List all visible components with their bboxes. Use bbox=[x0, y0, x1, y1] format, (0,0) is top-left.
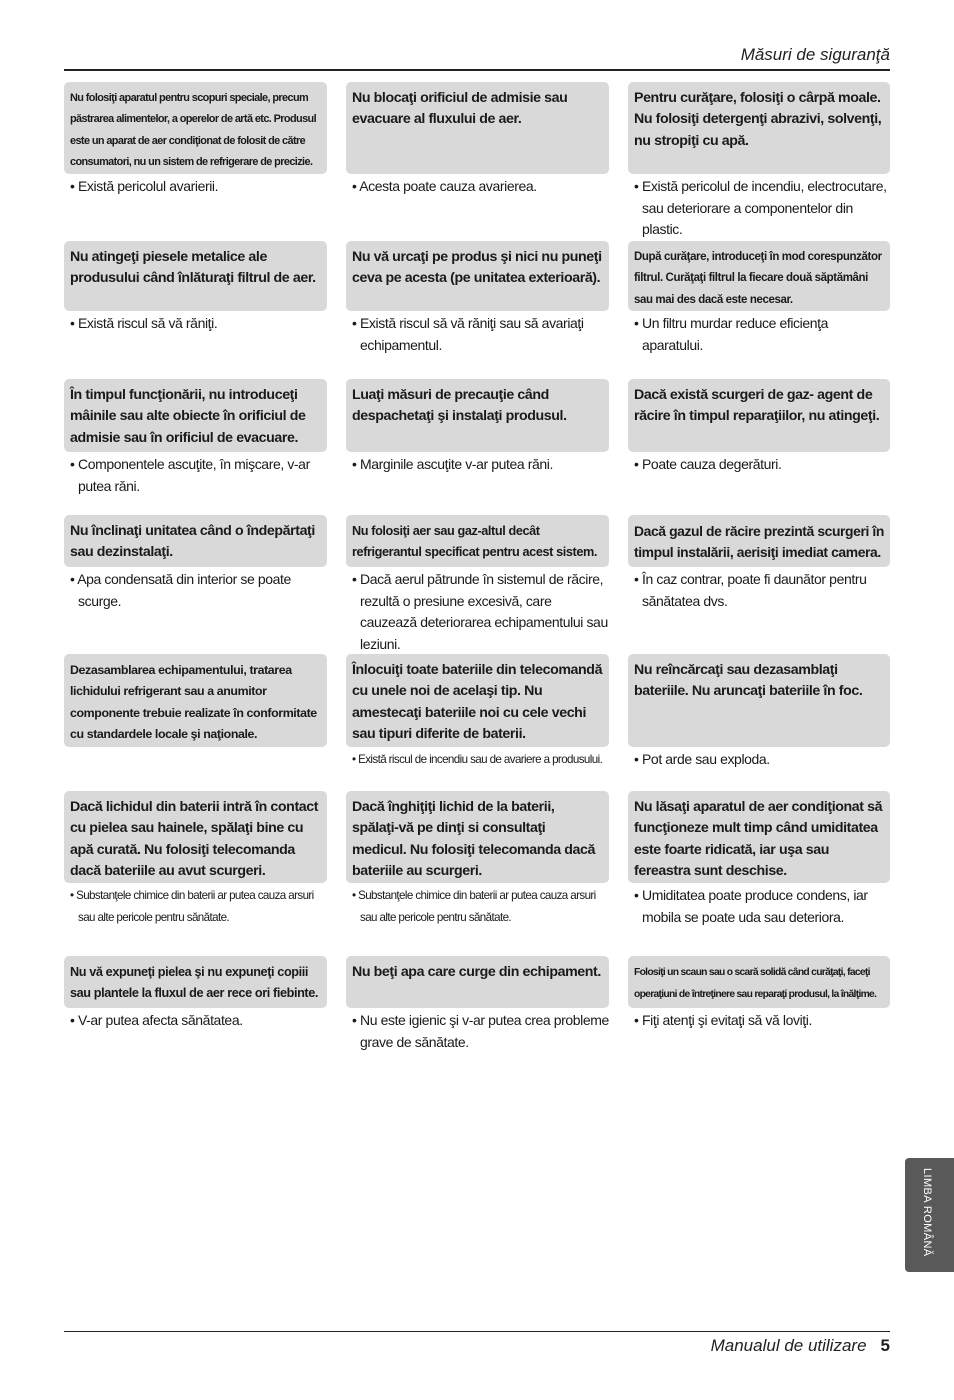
warning-box: Dacă există scurgeri de gaz- agent de răcire în timpul reparaţiilor, nu atingeţi. bbox=[628, 379, 890, 452]
safety-item bbox=[346, 241, 609, 379]
warning-note: • V-ar putea afecta sănătatea. bbox=[70, 1012, 243, 1028]
warning-box: Nu atingeţi piesele metalice ale produsului când înlăturaţi filtrul de aer. bbox=[64, 241, 327, 311]
warning-note: • Umiditatea poate produce condens, iar mobila se poate uda sau deteriora. bbox=[634, 887, 868, 925]
safety-item bbox=[64, 956, 327, 1076]
safety-item bbox=[628, 956, 890, 1076]
warning-note: • Există pericolul avarierii. bbox=[70, 178, 219, 194]
safety-item bbox=[64, 82, 327, 241]
safety-item bbox=[64, 515, 327, 654]
language-tab-label: LIMBA ROMÂNĂ bbox=[921, 1168, 933, 1257]
safety-item bbox=[628, 791, 890, 956]
warning-box: Pentru curăţare, folosiţi o cârpă moale. Nu folosiţi detergenţi abrazivi, solvenţi, nu stropiţi cu apă. bbox=[628, 82, 890, 174]
safety-item bbox=[346, 791, 609, 956]
safety-item bbox=[628, 654, 890, 791]
safety-item bbox=[346, 379, 609, 515]
warning-note: • În caz contrar, poate fi daunător pentru sănătatea dvs. bbox=[634, 571, 867, 609]
warning-box: Dacă gazul de răcire prezintă scurgeri în timpul instalării, aerisiţi imediat camera. bbox=[628, 515, 890, 567]
page-number: 5 bbox=[880, 1336, 890, 1355]
warning-box: Dezasamblarea echipamentului, tratarea lichidului refrigerant sau a anumitor componente trebuie realizate în conformitate cu standardele locale şi naţionale. bbox=[64, 654, 327, 747]
safety-item bbox=[628, 241, 890, 379]
safety-item bbox=[346, 515, 609, 654]
warning-note: • Fiţi atenţi şi evitaţi să vă loviţi. bbox=[634, 1012, 812, 1028]
warning-note: • Substanţele chimice din baterii ar putea cauza arsuri sau alte pericole pentru sănătate. bbox=[352, 889, 596, 924]
warning-note: • Componentele ascuţite, în mişcare, v-ar putea răni. bbox=[70, 456, 310, 494]
warning-note: • Nu este igienic şi v-ar putea crea probleme grave de sănătate. bbox=[352, 1012, 609, 1050]
warning-box: În timpul funcţionării, nu introduceţi mâinile sau alte obiecte în orificiul de admisie sau în orificiul de evacuare. bbox=[64, 379, 327, 452]
warning-box: După curăţare, introduceţi în mod corespunzător filtrul. Curăţaţi filtrul la fiecare două săptămâni sau mai des dacă este necesar. bbox=[628, 241, 890, 311]
header-rule bbox=[64, 69, 890, 71]
manual-title: Manualul de utilizare bbox=[710, 1336, 867, 1355]
safety-item bbox=[64, 379, 327, 515]
safety-grid bbox=[64, 82, 890, 1076]
warning-box: Luaţi măsuri de precauţie când despachetaţi şi instalaţi produsul. bbox=[346, 379, 609, 452]
warning-note: • Substanţele chimice din baterii ar putea cauza arsuri sau alte pericole pentru sănătate. bbox=[70, 889, 314, 924]
warning-note: • Marginile ascuţite v-ar putea răni. bbox=[352, 456, 553, 472]
section-title: Măsuri de siguranţă bbox=[740, 45, 890, 64]
page-footer bbox=[711, 1336, 890, 1356]
warning-note: • Pot arde sau exploda. bbox=[634, 751, 770, 767]
warning-box: Nu folosiţi aer sau gaz-altul decât refrigerantul specificat pentru acest sistem. bbox=[346, 515, 609, 567]
warning-note: • Apa condensată din interior se poate scurge. bbox=[70, 571, 291, 609]
safety-item bbox=[628, 82, 890, 241]
warning-note: • Dacă aerul pătrunde în sistemul de răcire, rezultă o presiune excesivă, care cauzează deteriorarea echipamentului sau leziuni. bbox=[352, 571, 608, 652]
warning-note: • Poate cauza degerături. bbox=[634, 456, 782, 472]
warning-box: Nu înclinaţi unitatea când o îndepărtaţi sau dezinstalaţi. bbox=[64, 515, 327, 567]
warning-box: Nu reîncărcaţi sau dezasamblaţi bateriile. Nu aruncaţi bateriile în foc. bbox=[628, 654, 890, 747]
warning-box: Dacă lichidul din baterii intră în contact cu pielea sau hainele, spălaţi bine cu apă curată. Nu folosiţi telecomanda dacă bateriile au avut scurgeri. bbox=[64, 791, 327, 883]
safety-item bbox=[346, 654, 609, 791]
warning-note: • Există pericolul de incendiu, electrocutare, sau deteriorare a componentelor din plastic. bbox=[634, 178, 887, 237]
warning-box: Nu blocaţi orificiul de admisie sau evacuare al fluxului de aer. bbox=[346, 82, 609, 174]
safety-item bbox=[64, 241, 327, 379]
warning-box: Nu vă expuneţi pielea şi nu expuneţi copiii sau plantele la fluxul de aer rece ori fiebinte. bbox=[64, 956, 327, 1008]
warning-note: • Există riscul să vă răniţi sau să avariaţi echipamentul. bbox=[352, 315, 584, 353]
language-tab bbox=[905, 1158, 954, 1272]
safety-item bbox=[346, 82, 609, 241]
safety-item bbox=[346, 956, 609, 1076]
warning-box: Nu vă urcaţi pe produs şi nici nu puneţi ceva pe acesta (pe unitatea exterioară). bbox=[346, 241, 609, 311]
warning-box: Dacă înghiţiţi lichid de la baterii, spălaţi-vă pe dinţi si consultaţi medicul. Nu folosiţi telecomanda dacă bateriile au scurgeri. bbox=[346, 791, 609, 883]
safety-item bbox=[628, 379, 890, 515]
warning-note: • Există riscul să vă răniţi. bbox=[70, 315, 218, 331]
safety-item bbox=[628, 515, 890, 654]
warning-box: Folosiţi un scaun sau o scară solidă când curăţaţi, faceţi operaţiuni de întreţinere sau reparaţi produsul, la înălţime. bbox=[628, 956, 890, 1008]
warning-note: • Există riscul de incendiu sau de avariere a produsului. bbox=[352, 753, 603, 766]
warning-box: Nu folosiţi aparatul pentru scopuri speciale, precum păstrarea alimentelor, a operelor de artă etc. Produsul este un aparat de aer condiţionat de folosit de către consumatori, nu un sistem de refrigerare de precizie. bbox=[64, 82, 327, 174]
footer-rule bbox=[64, 1331, 890, 1332]
warning-note: • Un filtru murdar reduce eficienţa aparatului. bbox=[634, 315, 828, 353]
warning-box: Nu beţi apa care curge din echipament. bbox=[346, 956, 609, 1008]
warning-note: • Acesta poate cauza avarierea. bbox=[352, 178, 537, 194]
warning-box: Nu lăsaţi aparatul de aer condiţionat să funcţioneze mult timp când umiditatea este foarte ridicată, iar uşa sau fereastra sunt deschise. bbox=[628, 791, 890, 883]
warning-box: Înlocuiţi toate bateriile din telecomandă cu unele noi de acelaşi tip. Nu amestecaţi bateriile noi cu cele vechi sau tipuri diferite de baterii. bbox=[346, 654, 609, 747]
safety-item bbox=[64, 654, 327, 791]
safety-item bbox=[64, 791, 327, 956]
